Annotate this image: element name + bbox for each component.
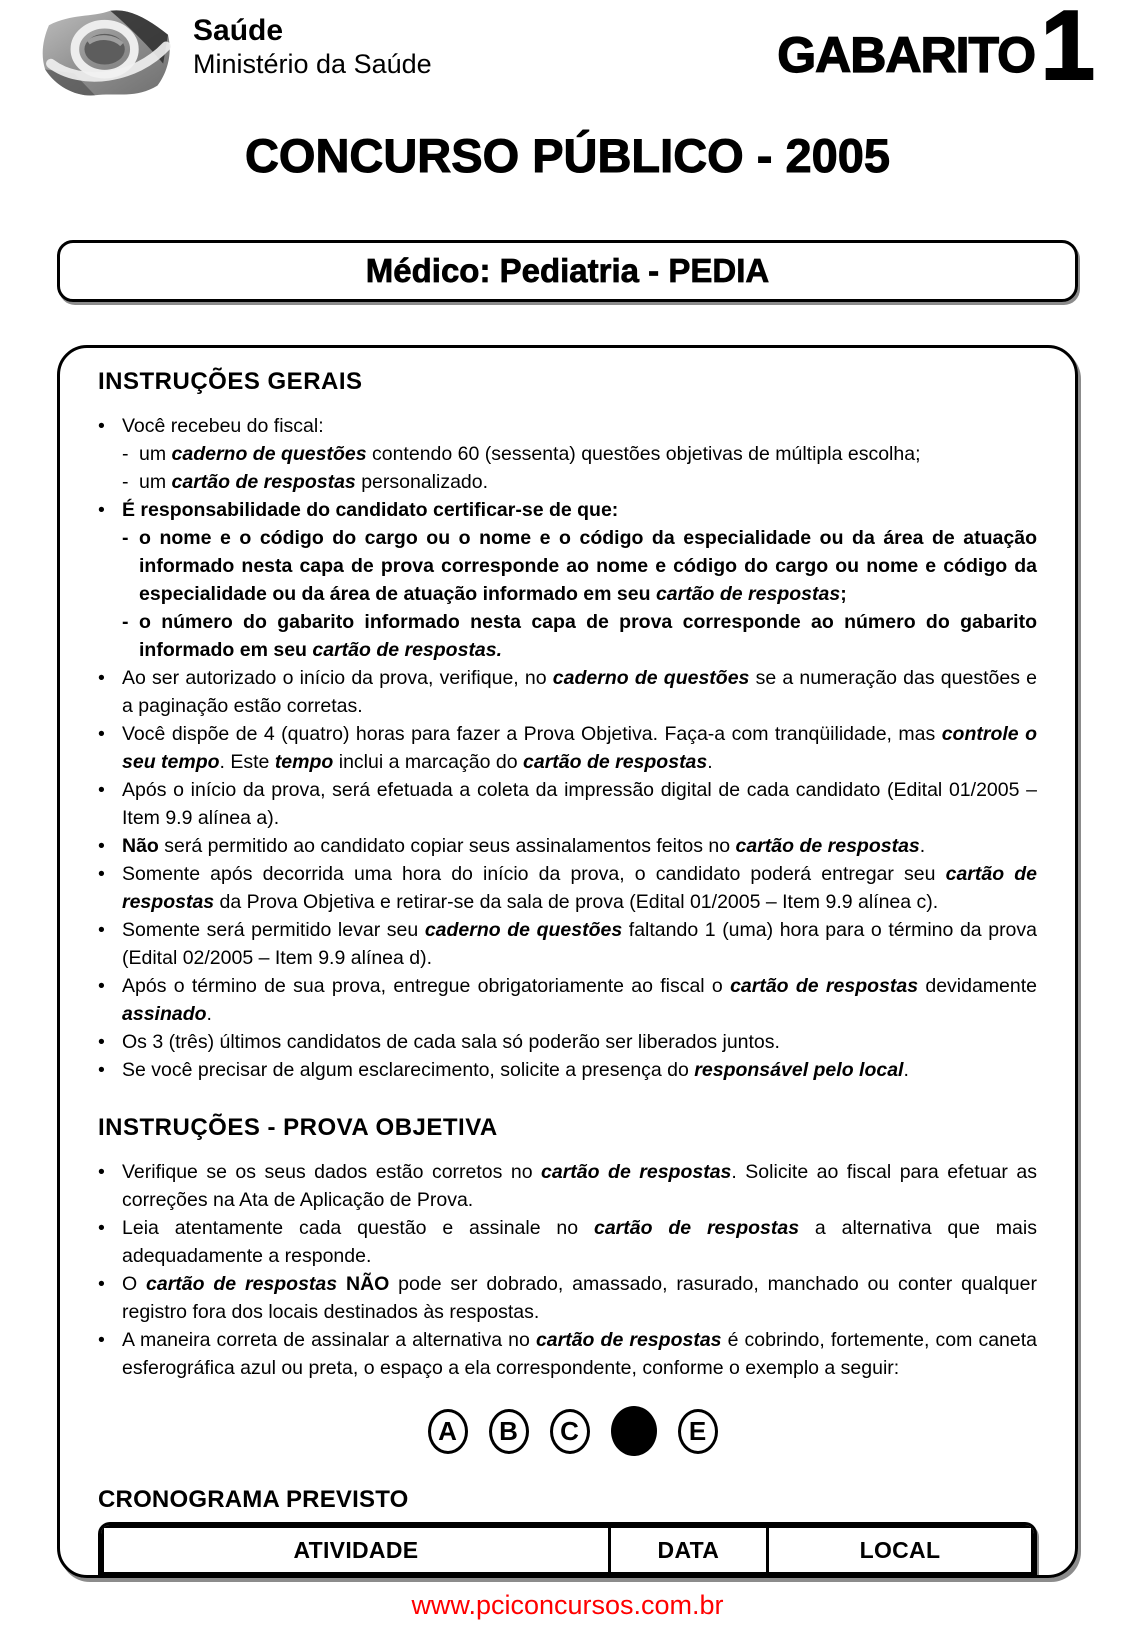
schedule-table-body (103, 1574, 1033, 1579)
general-instructions-heading: INSTRUÇÕES GERAIS (98, 368, 363, 395)
instruction-text: o nome e o código do cargo ou o nome e o código da especialidade ou da área de atuação informado nesta capa de prova corresponde ao nome e código do cargo ou nome e código da especialidade ou da área de atuação informado em seu cartão de respostas; (139, 527, 1037, 605)
instruction-text: Verifique se os seus dados estão corretos no cartão de respostas. Solicite ao fiscal para efetuar as correções na Ata de Aplicação de Prova. (122, 1161, 1037, 1211)
bullet-marker: • (98, 1031, 105, 1053)
bullet-marker: • (98, 835, 105, 857)
bullet-marker: - (122, 527, 129, 549)
answer-option-c: C (550, 1409, 590, 1454)
answer-option-e: E (678, 1409, 718, 1454)
instruction-text: um cartão de respostas personalizado. (139, 471, 489, 493)
instruction-item (122, 608, 1037, 664)
instruction-text: Os 3 (três) últimos candidatos de cada sala só poderão ser liberados juntos. (122, 1031, 780, 1053)
brand-text (193, 6, 432, 80)
schedule-row (103, 1574, 1033, 1579)
general-instructions-list (98, 412, 1037, 1084)
instruction-item (98, 832, 1037, 860)
instruction-text: O cartão de respostas NÃO pode ser dobrado, amassado, rasurado, manchado ou conter qualquer registro fora dos locais destinados às respostas. (122, 1273, 1037, 1323)
instruction-item (98, 664, 1037, 720)
bullet-marker: • (98, 1273, 105, 1295)
instruction-item (122, 468, 1037, 496)
instruction-text: Após o término de sua prova, entregue obrigatoriamente ao fiscal o cartão de respostas devidamente assinado. (122, 975, 1038, 1025)
bullet-marker: • (98, 779, 105, 801)
instruction-item (98, 1158, 1037, 1214)
bullet-marker: • (98, 723, 105, 745)
schedule-column-header: LOCAL (767, 1527, 1032, 1574)
instruction-item (98, 860, 1037, 916)
bullet-marker: - (122, 443, 129, 465)
instructions-box (57, 345, 1078, 1578)
pciconcursos-watermark-link[interactable]: www.pciconcursos.com.br (411, 1590, 724, 1620)
bullet-marker: • (98, 1059, 105, 1081)
instruction-item (98, 1270, 1037, 1326)
gabarito-number: 1 (1040, 0, 1095, 100)
brand-title: Saúde (193, 14, 284, 47)
schedule-cell-local (767, 1574, 1032, 1579)
schedule-cell-atividade (103, 1574, 610, 1579)
bullet-marker: - (122, 471, 129, 493)
instruction-text: Você recebeu do fiscal: (122, 415, 324, 437)
bullet-marker: - (122, 611, 129, 633)
instruction-item (98, 972, 1037, 1028)
bullet-marker: • (98, 1217, 105, 1239)
answer-option-b: B (489, 1409, 529, 1454)
bullet-marker: • (98, 919, 105, 941)
instruction-text: É responsabilidade do candidato certificar-se de que: (122, 499, 619, 521)
ministerio-da-saude-logo-icon (34, 6, 181, 102)
instruction-text: Leia atentamente cada questão e assinale no cartão de respostas a alternativa que mais adequadamente a responde. (122, 1217, 1037, 1267)
instruction-item (98, 1214, 1037, 1270)
answer-option-a: A (428, 1409, 468, 1454)
objective-instructions-heading: INSTRUÇÕES - PROVA OBJETIVA (98, 1114, 498, 1141)
instruction-text: Somente após decorrida uma hora do início da prova, o candidato poderá entregar seu cartão de respostas da Prova Objetiva e retirar-se da sala de prova (Edital 01/2005 – Item 9.9 alínea c). (122, 863, 1037, 913)
instruction-item (98, 1326, 1037, 1382)
instruction-item (98, 1028, 1037, 1056)
schedule-column-header: ATIVIDADE (103, 1527, 610, 1574)
bullet-marker: • (98, 975, 105, 997)
schedule-column-header: DATA (609, 1527, 767, 1574)
bullet-marker: • (98, 499, 105, 521)
schedule-header-row (103, 1527, 1033, 1574)
gabarito-label: GABARITO (777, 27, 1035, 83)
schedule-cell-data (609, 1574, 767, 1579)
instruction-item (122, 440, 1037, 468)
bullet-marker: • (98, 863, 105, 885)
page-title: CONCURSO PÚBLICO - 2005 (244, 129, 891, 182)
schedule-heading: CRONOGRAMA PREVISTO (98, 1486, 409, 1513)
answer-option-filled (611, 1406, 657, 1456)
instruction-item (98, 1056, 1037, 1084)
instruction-text: Não será permitido ao candidato copiar seus assinalamentos feitos no cartão de respostas. (122, 835, 926, 857)
brand-subtitle: Ministério da Saúde (193, 49, 432, 79)
instruction-text: Ao ser autorizado o início da prova, verifique, no caderno de questões se a numeração das questões e a paginação estão corretas. (122, 667, 1037, 717)
instruction-text: Após o início da prova, será efetuada a coleta da impressão digital de cada candidato (Edital 01/2005 – Item 9.9 alínea a). (122, 779, 1037, 829)
bullet-marker: • (98, 1329, 105, 1351)
header-brand (34, 6, 432, 102)
instruction-text: A maneira correta de assinalar a alternativa no cartão de respostas é cobrindo, fortemente, com caneta esferográfica azul ou preta, o espaço a ela correspondente, conforme o exemplo a seguir: (122, 1329, 1037, 1379)
answer-example-row (108, 1406, 1037, 1456)
instruction-text: Você dispõe de 4 (quatro) horas para fazer a Prova Objetiva. Faça-a com tranqüilidade, mas controle o seu tempo. Este tempo inclui a marcação do cartão de respostas. (122, 723, 1037, 773)
position-title: Médico: Pediatria - PEDIA (365, 252, 770, 289)
position-box (57, 240, 1078, 302)
instruction-item (98, 496, 1037, 524)
instruction-text: Somente será permitido levar seu caderno de questões faltando 1 (uma) hora para o término da prova (Edital 02/2005 – Item 9.9 alínea d). (122, 919, 1037, 969)
instruction-item (98, 720, 1037, 776)
objective-instructions-list (98, 1158, 1037, 1382)
bullet-marker: • (98, 415, 105, 437)
instruction-text: Se você precisar de algum esclarecimento, solicite a presença do responsável pelo local. (122, 1059, 909, 1081)
instruction-item (122, 524, 1037, 608)
instruction-item (98, 776, 1037, 832)
instruction-text: o número do gabarito informado nesta capa de prova corresponde ao número do gabarito informado em seu cartão de respostas. (139, 611, 1037, 661)
bullet-marker: • (98, 1161, 105, 1183)
instruction-text: um caderno de questões contendo 60 (sessenta) questões objetivas de múltipla escolha; (139, 443, 921, 465)
instruction-item (98, 412, 1037, 440)
instruction-item (98, 916, 1037, 972)
schedule-table (98, 1522, 1037, 1578)
bullet-marker: • (98, 667, 105, 689)
